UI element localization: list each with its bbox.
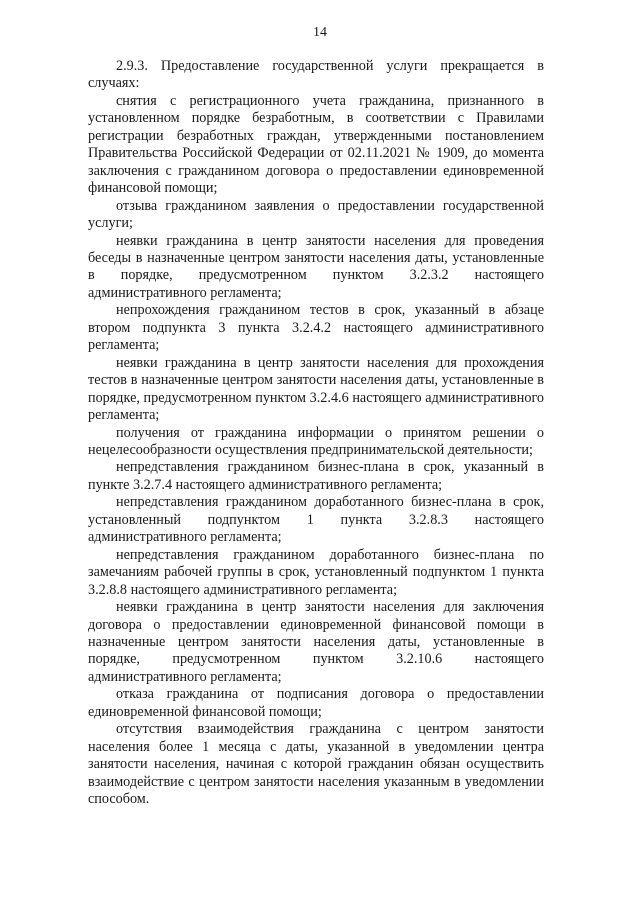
paragraph-business-inexpedient: получения от гражданина информации о принятом решении о нецелесообразности осуществления предпринимательской деятельности; — [88, 424, 544, 458]
paragraph-2-9-3-heading: 2.9.3. Предоставление государственной услуги прекращается в случаях: — [88, 58, 544, 92]
paragraph-tests-not-passed: непрохождения гражданином тестов в срок, указанный в абзаце втором подпункта 3 пункта 3.2.4.2 настоящего административного регламента; — [88, 302, 544, 354]
document-body — [88, 58, 544, 808]
paragraph-no-show-contract: неявки гражданина в центр занятости населения для заключения договора о предоставлении единовременной финансовой помощи в назначенные центром занятости населения даты, установленные в порядке, предусмотренном пунктом 3.2.10.6 настоящего административного регламента; — [88, 599, 544, 685]
page-number: 14 — [313, 25, 327, 40]
paragraph-no-revised-plan: непредставления гражданином доработанного бизнес-плана в срок, установленный подпунктом 1 пункта 3.2.8.3 настоящего административного регламента; — [88, 494, 544, 546]
paragraph-deregistration: снятия с регистрационного учета гражданина, признанного в установленном порядке безработным, в соответствии с Правилами регистрации безработных граждан, утвержденными постановлением Правительства Российской Федерации от 02.11.2021 № 1909, до момента заключения с гражданином договора о предоставлении единовременной финансовой помощи; — [88, 92, 544, 197]
paragraph-refusal-to-sign: отказа гражданина от подписания договора о предоставлении единовременной финансовой помощи; — [88, 686, 544, 720]
paragraph-no-business-plan: непредставления гражданином бизнес-плана в срок, указанный в пункте 3.2.7.4 настоящего административного регламента; — [88, 459, 544, 493]
paragraph-no-revised-plan-working-group: непредставления гражданином доработанного бизнес-плана по замечаниям рабочей группы в срок, установленный подпунктом 1 пункта 3.2.8.8 настоящего административного регламента; — [88, 546, 544, 598]
paragraph-no-show-tests: неявки гражданина в центр занятости населения для прохождения тестов в назначенные центром занятости населения даты, установленные в порядке, предусмотренном пунктом 3.2.4.6 настоящего административного регламента; — [88, 354, 544, 424]
paragraph-application-withdrawal: отзыва гражданином заявления о предоставлении государственной услуги; — [88, 197, 544, 232]
paragraph-no-interaction: отсутствия взаимодействия гражданина с центром занятости населения более 1 месяца с даты, указанной в уведомлении центра занятости населения, начиная с которой гражданин обязан осуществить взаимодействие с центром занятости населения указанным в уведомлении способом. — [88, 721, 544, 808]
paragraph-no-show-interview: неявки гражданина в центр занятости населения для проведения беседы в назначенные центром занятости населения даты, установленные в порядке, предусмотренном пунктом 3.2.3.2 настоящего административного регламента; — [88, 232, 544, 301]
